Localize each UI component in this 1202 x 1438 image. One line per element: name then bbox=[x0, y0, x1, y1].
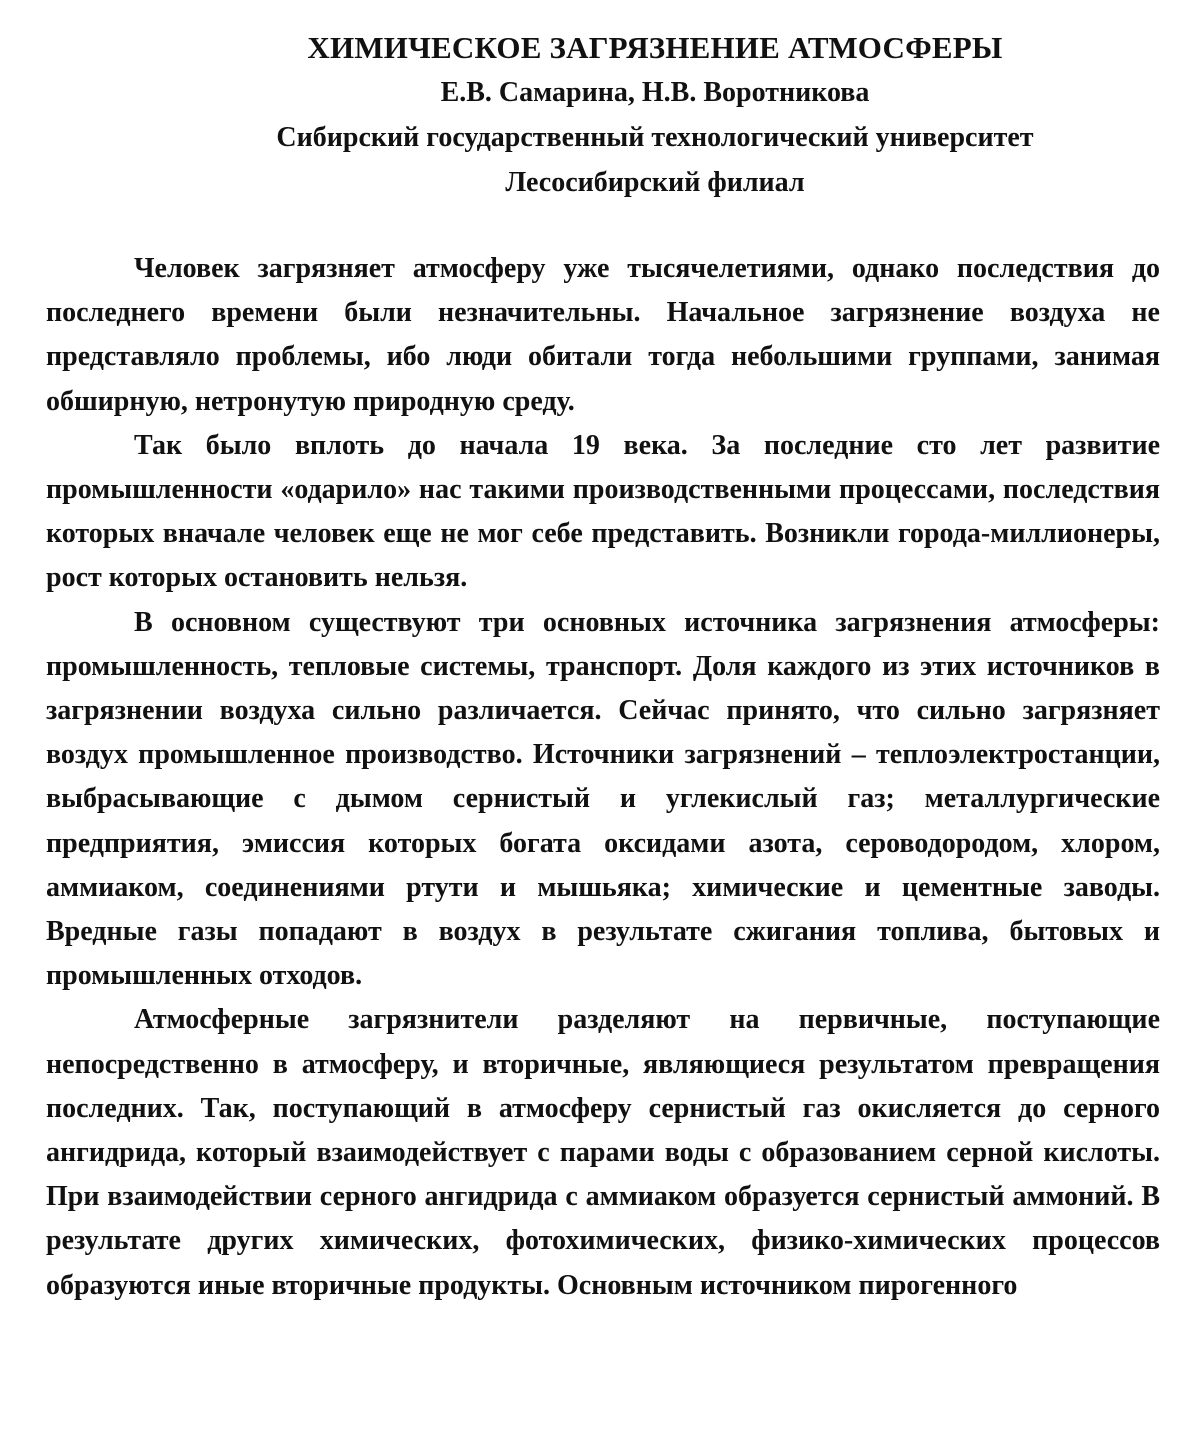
paper-authors: Е.В. Самарина, Н.В. Воротникова bbox=[440, 77, 870, 108]
paragraph-3: В основном существуют три основных источника загрязнения атмосферы: промышленность, тепловые системы, транспорт. Доля каждого из этих источников в загрязнении воздуха сильно различается. Сейчас принято, что сильно загрязняет воздух промышленное производство. Источники загрязнений – теплоэлектростанции, выбрасывающие с дымом сернистый и углекислый газ; металлургические предприятия, эмиссия которых богата оксидами азота, сероводородом, хлором, аммиаком, соединениями ртути и мышьяка; химические и цементные заводы. Вредные газы попадают в воздух в результате сжигания топлива, бытовых и промышленных отходов. bbox=[46, 606, 1160, 992]
document-page bbox=[46, 26, 1160, 1308]
paper-body bbox=[46, 247, 1160, 1308]
paper-header bbox=[150, 26, 1160, 205]
paragraph-4: Атмосферные загрязнители разделяют на первичные, поступающие непосредственно в атмосферу, и вторичные, являющиеся результатом превращения последних. Так, поступающий в атмосферу сернистый газ окисляется до серного ангидрида, который взаимодействует с парами воды с образованием серной кислоты. При взаимодействии серного ангидрида с аммиаком образуется сернистый аммоний. В результате других химических, фотохимических, физико-химических процессов образуются иные вторичные продукты. Основным источником пирогенного bbox=[46, 1004, 1160, 1301]
paragraph-1: Человек загрязняет атмосферу уже тысячелетиями, однако последствия до последнего времени были незначительны. Начальное загрязнение воздуха не представляло проблемы, ибо люди обитали тогда небольшими группами, занимая обширную, нетронутую природную среду. bbox=[46, 253, 1160, 417]
paper-affiliation: Сибирский государственный технологический университет bbox=[276, 122, 1034, 153]
paper-branch: Лесосибирский филиал bbox=[505, 167, 805, 198]
paragraph-2: Так было вплоть до начала 19 века. За последние сто лет развитие промышленности «одарило» нас такими производственными процессами, последствия которых вначале человек еще не мог себе представить. Возникли города-миллионеры, рост которых остановить нельзя. bbox=[46, 429, 1160, 594]
paper-title: ХИМИЧЕСКОЕ ЗАГРЯЗНЕНИЕ АТМОСФЕРЫ bbox=[307, 30, 1003, 65]
